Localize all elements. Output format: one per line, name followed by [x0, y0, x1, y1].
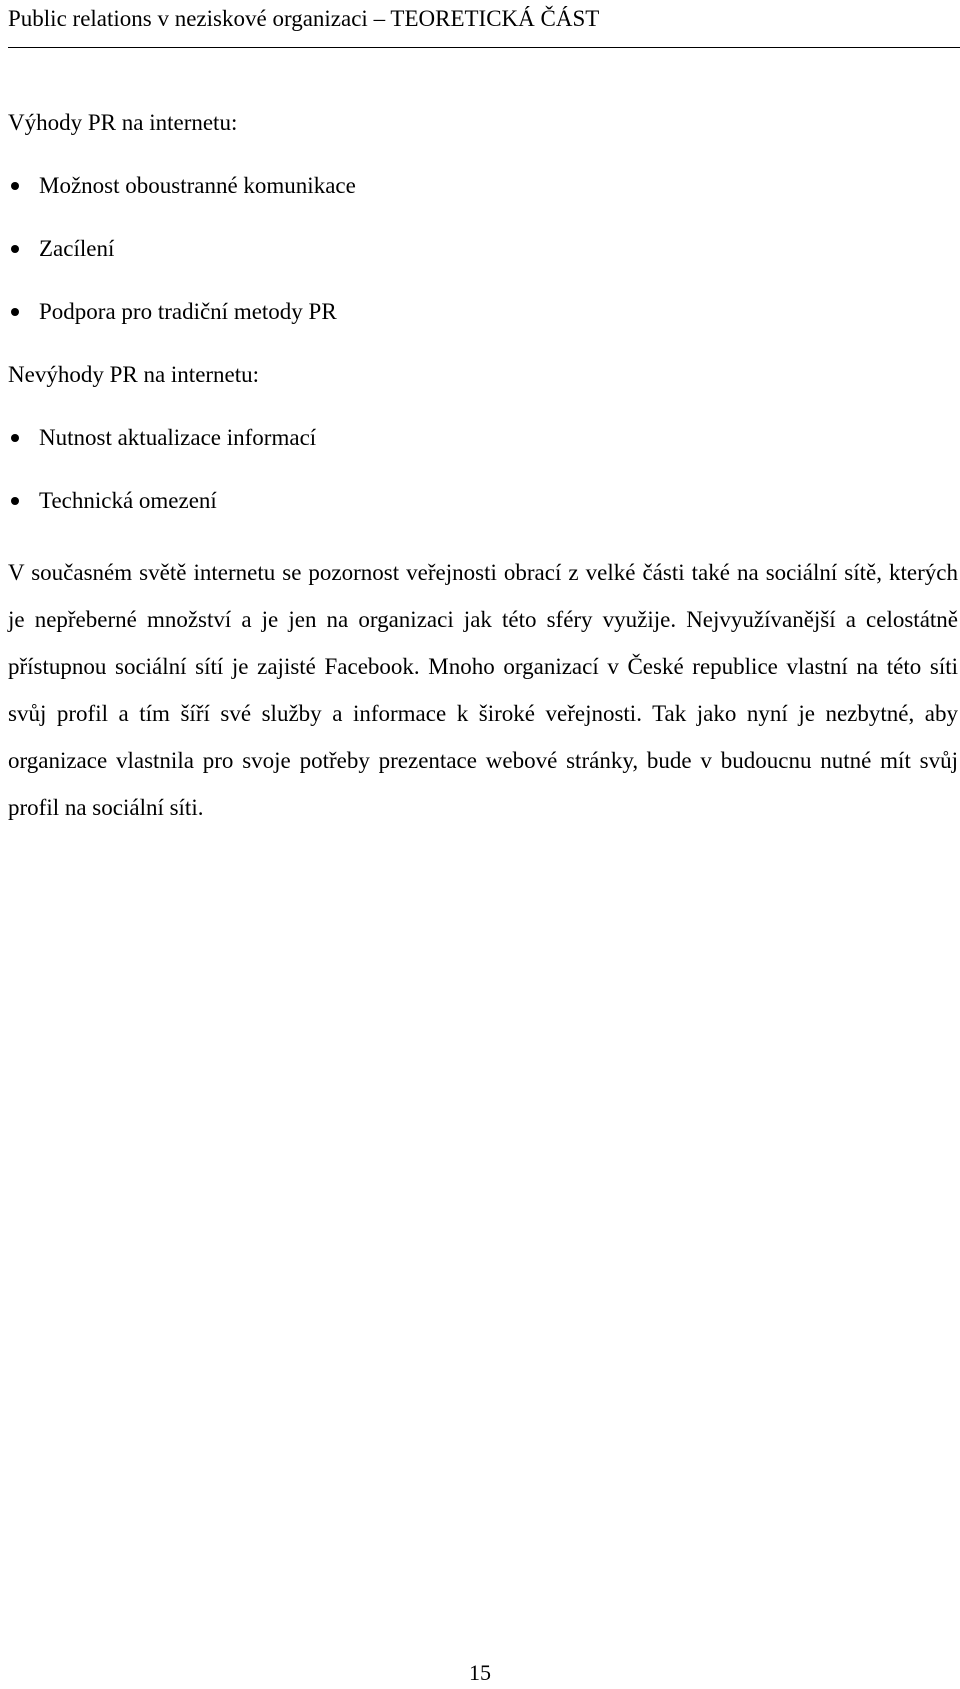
list-item — [8, 423, 958, 453]
bullet-icon — [11, 182, 19, 190]
advantages-list — [8, 171, 958, 327]
list-item-text: Nutnost aktualizace informací — [39, 425, 317, 450]
page-number: 15 — [469, 1660, 491, 1685]
disadvantages-list — [8, 423, 958, 516]
document-body — [8, 108, 958, 831]
bullet-icon — [11, 497, 19, 505]
list-item-text: Možnost oboustranné komunikace — [39, 173, 356, 198]
bullet-icon — [11, 308, 19, 316]
list-item — [8, 234, 958, 264]
body-paragraph: V současném světě internetu se pozornost veřejnosti obrací z velké části také na sociální sítě, kterých je nepřeberné množství a je jen na organizaci jak této sféry využije. Nejvyužívanější a celostátně přístupnou sociální sítí je zajisté Facebook. Mnoho organizací v České republice vlastní na této síti svůj profil a tím šíří své služby a informace k široké veřejnosti. Tak jako nyní je nezbytné, aby organizace vlastnila pro svoje potřeby prezentace webové stránky, bude v budoucnu nutné mít svůj profil na sociální síti. — [8, 560, 958, 820]
bullet-icon — [11, 434, 19, 442]
list-item-text: Technická omezení — [39, 488, 217, 513]
header-dash: – — [373, 6, 386, 31]
advantages-heading: Výhody PR na internetu: — [8, 110, 238, 135]
disadvantages-heading: Nevýhody PR na internetu: — [8, 362, 260, 387]
bullet-icon — [11, 245, 19, 253]
list-item — [8, 486, 958, 516]
list-item-text: Zacílení — [39, 236, 115, 261]
list-item — [8, 171, 958, 201]
list-item-text: Podpora pro tradiční metody PR — [39, 299, 337, 324]
header-title: Public relations v neziskové organizaci — [8, 6, 368, 31]
list-item — [8, 297, 958, 327]
page-header — [8, 4, 960, 48]
header-section: TEORETICKÁ ČÁST — [390, 6, 600, 31]
